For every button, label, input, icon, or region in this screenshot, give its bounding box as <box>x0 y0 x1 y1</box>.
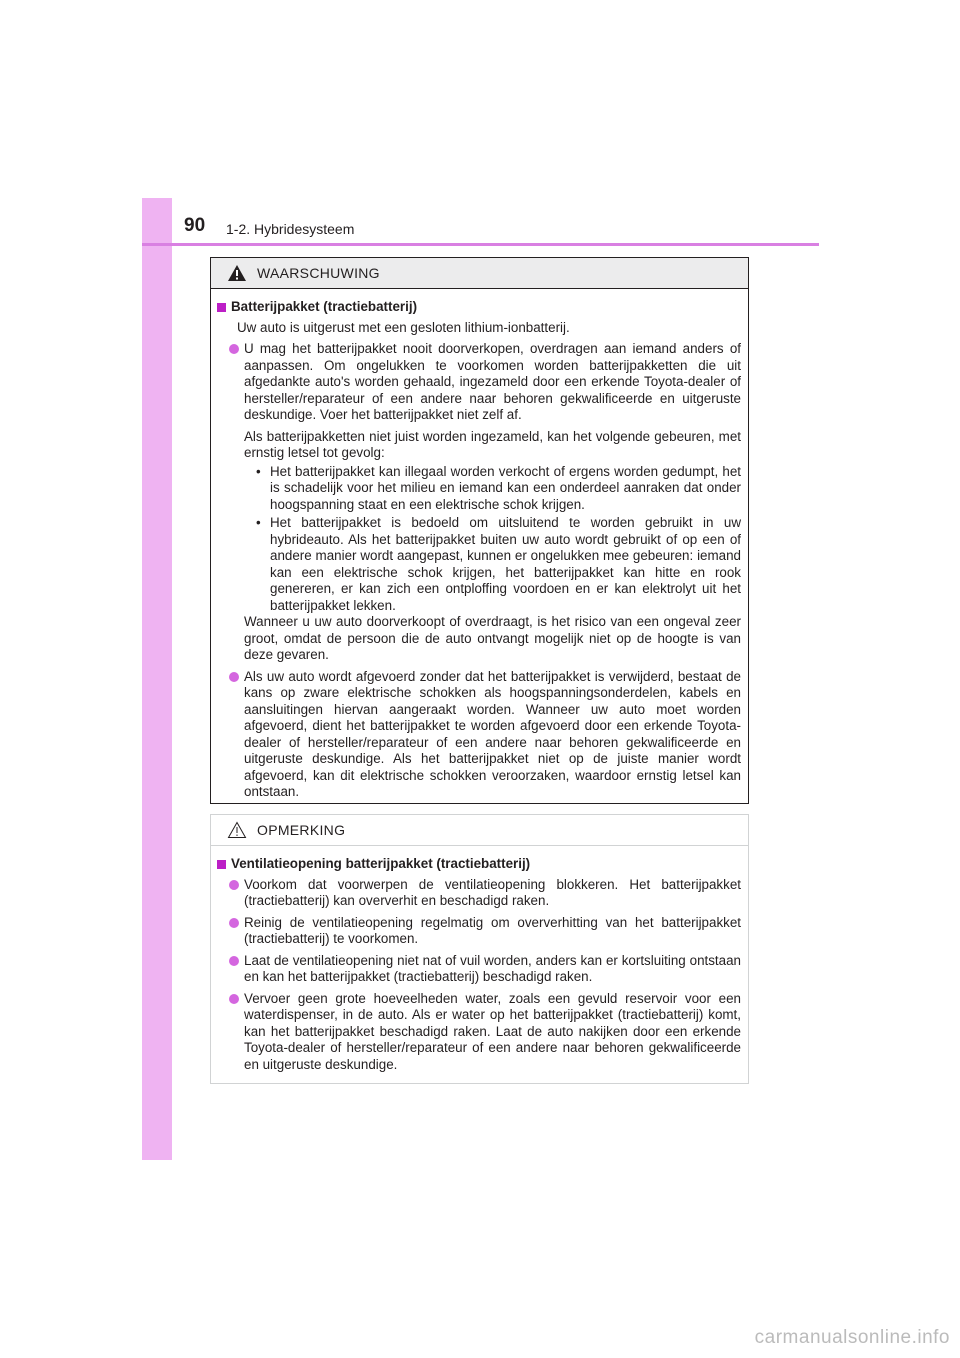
notice-body <box>211 846 748 1073</box>
notice-bullet <box>229 915 741 948</box>
warning-bullet-1-end: Wanneer u uw auto doorverkoopt of overdraagt, is het risico van een ongeval zeer groot, omdat de persoon die de auto ontvangt mogelijk niet op de hoogte is van deze gevaren. <box>244 614 741 662</box>
warning-header <box>211 258 748 289</box>
warning-bullet-2-text: Als uw auto wordt afgevoerd zonder dat het batterijpakket is verwijderd, bestaat de kans op zware elektrische schokken als hoogspanningsonderdelen, kabels en aansluitingen hiervan aangeraakt worden. Wanneer uw auto moet worden afgevoerd, dient het batterijpakket te worden afgevoerd door een erkende Toyota-dealer of hersteller/reparateur of een andere naar behoren gekwalificeerde en uitgeruste deskundige. Als het batterijpakket niet op de juiste manier wordt afgevoerd, kan dit elektrische schokken veroorzaken, waardoor ernstig letsel kan ontstaan. <box>244 668 741 799</box>
header-rule <box>142 243 819 246</box>
notice-heading-text: Ventilatieopening batterijpakket (tractiebatterij) <box>231 856 531 871</box>
warning-sub-item-1: Het batterijpakket kan illegaal worden verkocht of ergens worden gedumpt, het is schadelijk voor het milieu en iemand kan een onderdeel aanraken dat onder hoogspanning staat en een elektrische schok krijgen. <box>270 463 741 512</box>
notice-bullet-text: Reinig de ventilatieopening regelmatig om oververhitting van het batterijpakket (tractiebatterij) te voorkomen. <box>244 914 741 946</box>
sidebar-color-band <box>142 198 172 1160</box>
square-bullet-icon <box>217 860 226 869</box>
warning-heading-text: Batterijpakket (tractiebatterij) <box>231 299 418 314</box>
warning-label: WAARSCHUWING <box>257 265 380 281</box>
notice-bullet <box>229 991 741 1074</box>
warning-sub-item: • Het batterijpakket is bedoeld om uitsluitend te worden gebruikt in uw hybrideauto. Als het batterijpakket buiten uw auto wordt gebruikt of op een of andere manier wordt aangepast, kunnen er ongelukken mee gebeuren: iemand kan een elektrische schok krijgen, het batterijpakket kan hitte en rook genereren, er kan zich een ontploffing voordoen en er kan elektrolyt uit het batterijpakket lekken. <box>256 515 741 613</box>
warning-bullet <box>229 669 741 801</box>
warning-subheading <box>217 299 741 316</box>
notice-box <box>210 814 749 1084</box>
notice-bullet-text: Laat de ventilatieopening niet nat of vuil worden, anders kan er kortsluiting ontstaan en kan het batterijpakket (tractiebatterij) beschadigd raken. <box>244 952 741 984</box>
warning-body <box>211 289 748 801</box>
notice-header <box>211 815 748 846</box>
square-bullet-icon <box>217 303 226 312</box>
section-title: 1-2. Hybridesysteem <box>226 221 355 237</box>
page-number: 90 <box>184 215 206 236</box>
warning-bullet-1-paragraph: Als batterijpakketten niet juist worden ingezameld, kan het volgende gebeuren, met ernstig letsel tot gevolg: <box>244 428 741 460</box>
warning-bullet-1-text: U mag het batterijpakket nooit doorverkopen, overdragen aan iemand anders of aanpassen. Om ongelukken te voorkomen worden batterijpakketten die uit afgedankte auto's worden gehaald, ingezameld door een erkende Toyota-dealer of hersteller/reparateur of een andere naar behoren gekwalificeerde en uitgeruste deskundige. Voer het batterijpakket niet zelf af. <box>244 341 741 422</box>
warning-box <box>210 257 749 804</box>
notice-subheading <box>217 856 741 873</box>
header-tab <box>142 198 172 244</box>
warning-triangle-icon <box>227 264 247 282</box>
warning-sub-item-2: Het batterijpakket is bedoeld om uitsluitend te worden gebruikt in uw hybrideauto. Als het batterijpakket buiten uw auto wordt gebruikt of op een of andere manier wordt aangepast, kunnen er ongelukken mee gebeuren: iemand kan een elektrische schok krijgen, het batterijpakket kan hitte en rook genereren, er kan zich een ontploffing voordoen en er kan elektrolyt uit het batterijpakket lekken. <box>270 515 741 613</box>
bullet-dot-icon <box>229 344 239 354</box>
watermark: carmanualsonline.info <box>754 1327 950 1348</box>
bullet-dot-icon <box>229 918 239 928</box>
warning-sub-item: • Het batterijpakket kan illegaal worden verkocht of ergens worden gedumpt, het is schadelijk voor het milieu en iemand kan een onderdeel aanraken dat onder hoogspanning staat en een elektrische schok krijgen. <box>256 463 741 512</box>
warning-intro: Uw auto is uitgerust met een gesloten lithium-ionbatterij. <box>237 319 570 335</box>
warning-bullet <box>229 341 741 664</box>
notice-bullet-text: Voorkom dat voorwerpen de ventilatieopening blokkeren. Het batterijpakket (tractiebatterij) kan oververhit en beschadigd raken. <box>244 876 741 908</box>
bullet-dot-icon <box>229 672 239 682</box>
notice-bullet <box>229 953 741 986</box>
notice-triangle-icon <box>227 821 247 839</box>
notice-label: OPMERKING <box>257 822 346 838</box>
bullet-dot-icon <box>229 880 239 890</box>
notice-bullet-text: Vervoer geen grote hoeveelheden water, zoals een gevuld reservoir voor een waterdispenser, in de auto. Als er water op het batterijpakket (tractiebatterij) komt, kan het batterijpakket beschadigd raken. Laat de auto nakijken door een erkende Toyota-dealer of hersteller/reparateur of een andere naar behoren gekwalificeerde en uitgeruste deskundige. <box>244 990 741 1072</box>
bullet-dot-icon <box>229 994 239 1004</box>
bullet-dot-icon <box>229 956 239 966</box>
notice-bullet <box>229 877 741 910</box>
